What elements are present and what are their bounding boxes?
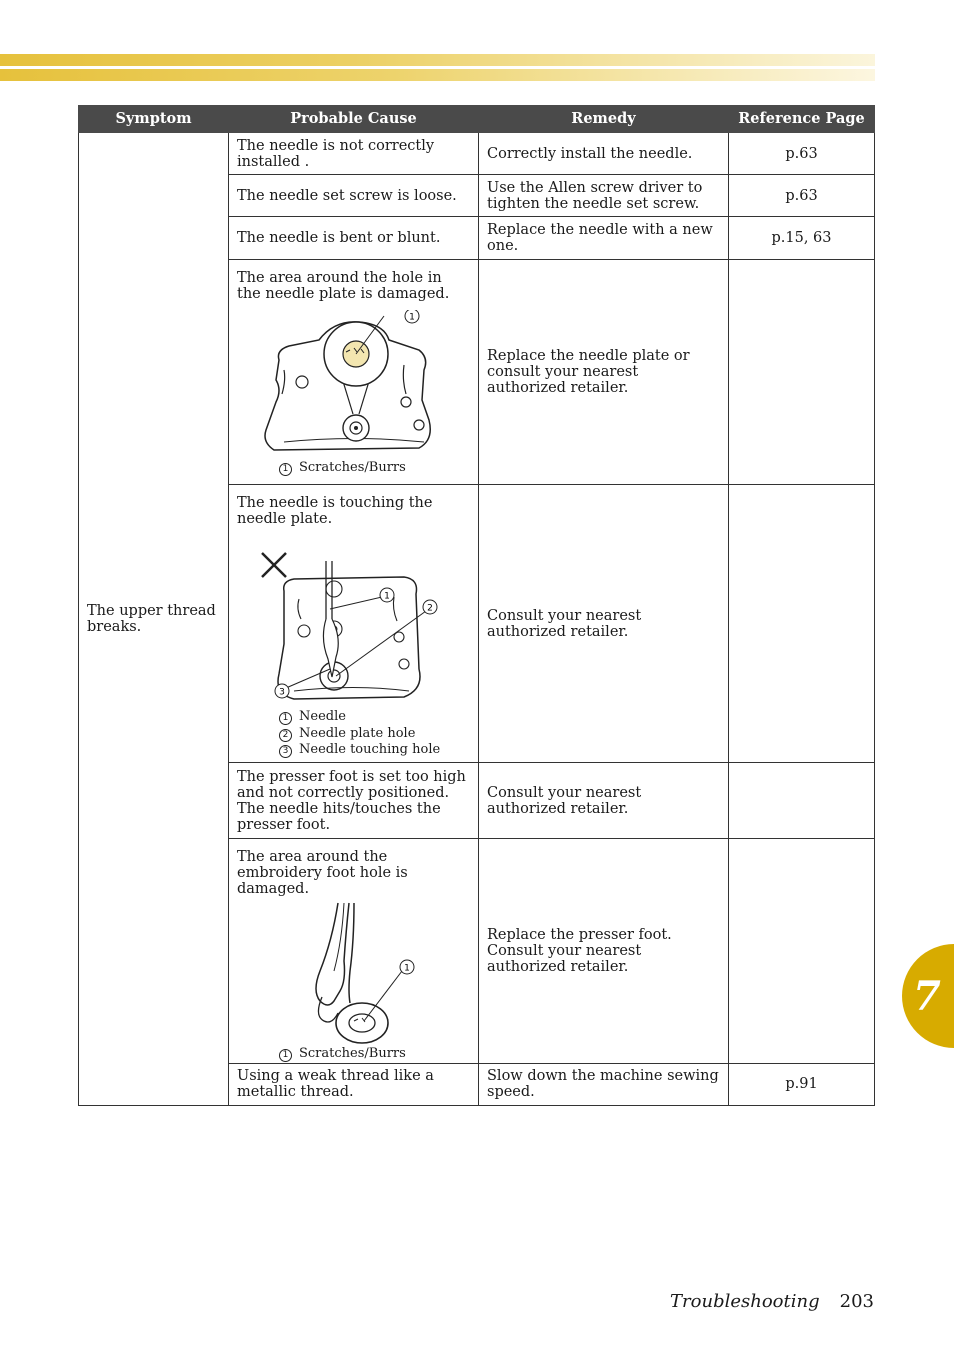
table-header-row xyxy=(79,106,875,133)
figure-caption: 2 Needle plate hole xyxy=(279,726,470,743)
footer-section-title: Troubleshooting xyxy=(670,1291,820,1312)
cause-text: The area around the embroidery foot hole is damaged. xyxy=(237,849,408,897)
cause-cell: The needle is bent or blunt. xyxy=(229,217,479,260)
page-number: 203 xyxy=(839,1291,874,1312)
remedy-cell: Correctly install the needle. xyxy=(479,133,729,175)
reference-cell: p.91 xyxy=(729,1063,875,1105)
callout-1: 1 xyxy=(408,312,415,323)
remedy-cell: Replace the needle plate or consult your nearest authorized retailer. xyxy=(479,260,729,485)
figure-caption: 1 Scratches/Burrs xyxy=(279,1046,470,1063)
header-remedy: Remedy xyxy=(479,106,729,133)
cause-cell-needle-touching xyxy=(229,485,479,763)
callout-1: 1 xyxy=(403,963,410,974)
reference-cell: p.63 xyxy=(729,175,875,217)
reference-cell: p.63 xyxy=(729,133,875,175)
reference-cell xyxy=(729,485,875,763)
remedy-cell: Consult your nearest authorized retailer. xyxy=(479,485,729,763)
reference-cell xyxy=(729,763,875,839)
embroidery-foot-illustration xyxy=(254,901,454,1046)
header-band-top xyxy=(0,54,875,66)
remedy-cell: Replace the needle with a new one. xyxy=(479,217,729,260)
remedy-cell: Use the Allen screw driver to tighten the needle set screw. xyxy=(479,175,729,217)
cause-cell: The presser foot is set too high and not correctly positioned. The needle hits/touches the presser foot. xyxy=(229,763,479,839)
header-symptom: Symptom xyxy=(79,106,229,133)
callout-3: 3 xyxy=(278,687,285,698)
remedy-cell: Consult your nearest authorized retailer. xyxy=(479,763,729,839)
cause-cell: Using a weak thread like a metallic thread. xyxy=(229,1063,479,1105)
figure-caption: 1 Scratches/Burrs xyxy=(279,460,470,477)
symptom-cell: The upper thread breaks. xyxy=(79,133,229,1106)
cause-cell-needle-plate xyxy=(229,260,479,485)
cause-text: The needle is touching the needle plate. xyxy=(237,495,433,527)
figure-caption: 1 Needle xyxy=(279,709,470,726)
cause-cell-embroidery-foot xyxy=(229,839,479,1064)
header-reference-page: Reference Page xyxy=(729,106,875,133)
callout-1: 1 xyxy=(383,591,390,602)
remedy-cell: Slow down the machine sewing speed. xyxy=(479,1063,729,1105)
cause-cell: The needle is not correctly installed . xyxy=(229,133,479,175)
callout-2: 2 xyxy=(426,603,433,614)
reference-cell xyxy=(729,260,875,485)
troubleshooting-table xyxy=(78,105,875,1106)
header-band-bottom xyxy=(0,69,875,81)
chapter-number: 7 xyxy=(913,973,941,1020)
needle-plate-scratch-illustration xyxy=(254,310,454,460)
remedy-cell: Replace the presser foot. Consult your nearest authorized retailer. xyxy=(479,839,729,1064)
table-row xyxy=(79,133,875,175)
header-probable-cause: Probable Cause xyxy=(229,106,479,133)
cause-text: The area around the hole in the needle plate is damaged. xyxy=(237,270,450,302)
reference-cell xyxy=(729,839,875,1064)
reference-cell: p.15, 63 xyxy=(729,217,875,260)
figure-caption: 3 Needle touching hole xyxy=(279,742,470,759)
needle-touching-plate-illustration xyxy=(254,549,454,709)
cause-cell: The needle set screw is loose. xyxy=(229,175,479,217)
page-footer xyxy=(670,1291,874,1313)
